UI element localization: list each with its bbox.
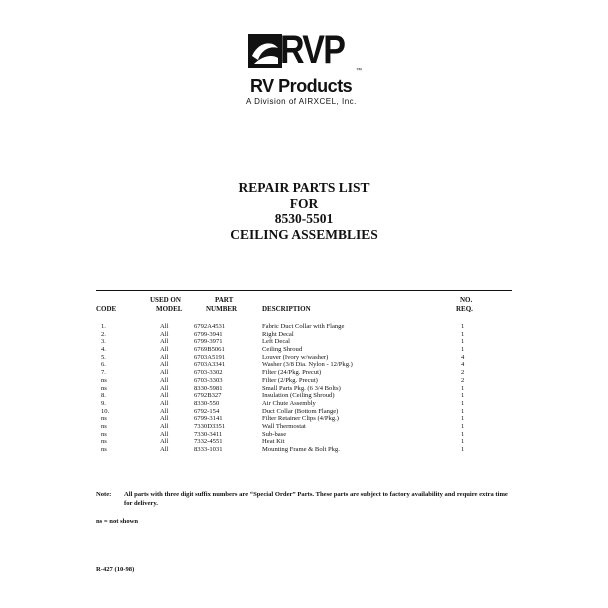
cell-qty: 2 [461,376,465,384]
cell-qty: 1 [461,399,465,407]
logo-swirl-icon [248,34,282,68]
table-row [0,354,608,362]
cell-code: 9. [101,399,106,407]
cell-code: ns [101,376,107,384]
cell-code: 6. [101,361,106,369]
cell-part: 6799-3971 [194,338,223,346]
note-text: All parts with three digit suffix numbers are “Special Order” Parts. These parts are subject to factory availability and require extra time for delivery. [124,491,508,507]
table-row [0,438,608,446]
cell-part: 6799-3941 [194,330,223,338]
cell-model: All [160,338,169,346]
table-row [0,415,608,423]
cell-description: Air Chute Assembly [262,399,316,407]
cell-description: Washer (3/8 Dia. Nylon - 12/Pkg.) [262,361,353,369]
cell-description: Filter (24/Pkg. Precut) [262,369,322,377]
header-qty-top: NO. [460,296,473,304]
cell-code: 1. [101,323,106,330]
cell-part: 6703A5191 [194,353,226,361]
cell-part: 6769B5061 [194,346,225,354]
cell-code: ns [101,422,107,430]
cell-description: Right Decal [262,330,294,338]
cell-qty: 1 [461,338,465,346]
table-row [0,408,608,416]
parts-table-body [0,323,608,454]
cell-part: 8333-1031 [194,446,223,453]
form-number: R-427 (10-98) [96,566,135,573]
cell-qty: 1 [461,415,465,423]
table-top-rule [96,290,512,291]
table-row [0,392,608,400]
cell-qty: 1 [461,323,465,330]
cell-description: Duct Collar (Bottom Flange) [262,407,339,415]
cell-description: Left Decal [262,338,291,346]
cell-qty: 1 [461,392,465,400]
cell-model: All [160,346,169,354]
cell-part: 7332-4551 [194,438,223,446]
cell-description: Sub-base [262,430,287,438]
table-row [0,338,608,346]
title-line-3: 8530-5501 [274,211,334,226]
header-part-bottom: NUMBER [206,305,238,313]
cell-model: All [160,399,169,407]
logo-mark-text: RVP [280,28,345,72]
table-row [0,446,608,454]
cell-code: ns [101,438,107,446]
table-row [0,331,608,339]
table-row [0,377,608,385]
cell-code: 3. [101,338,106,346]
cell-description: Wall Thermostat [262,422,306,430]
table-row [0,431,608,439]
ns-legend: ns = not shown [96,518,139,525]
table-row [0,346,608,354]
cell-description: Insulation (Ceiling Shroud) [262,392,335,400]
cell-part: 7330D3351 [194,422,226,430]
logo-subtitle: A Division of AIRXCEL, Inc. [246,97,357,106]
cell-model: All [160,446,169,453]
cell-part: 8330-550 [194,399,220,407]
cell-part: 6792A4531 [194,323,226,330]
header-model-top: USED ON [150,296,181,304]
table-row [0,323,608,331]
table-row [0,361,608,369]
header-part-top: PART [215,296,234,304]
table-row [0,423,608,431]
cell-model: All [160,392,169,400]
cell-qty: 1 [461,346,465,354]
logo-trademark: ™ [356,68,362,74]
cell-part: 6703-3303 [194,376,223,384]
cell-model: All [160,369,169,377]
cell-qty: 2 [461,369,465,377]
cell-description: Heat Kit [262,438,285,446]
cell-qty: 1 [461,407,465,415]
cell-code: 8. [101,392,106,400]
cell-description: Ceiling Shroud [262,346,303,354]
cell-code: 4. [101,346,106,354]
cell-code: ns [101,415,107,423]
cell-model: All [160,361,169,369]
cell-part: 6703-3302 [194,369,223,377]
cell-code: 7. [101,369,106,377]
note-label: Note: [96,491,112,498]
header-model-bottom: MODEL [156,305,183,313]
header-description: DESCRIPTION [262,305,311,313]
cell-model: All [160,353,169,361]
cell-code: 5. [101,353,106,361]
rv-products-logo [244,30,374,110]
cell-code: ns [101,446,107,453]
cell-qty: 1 [461,430,465,438]
cell-description: Louver (Ivory w/washer) [262,353,329,361]
cell-part: 7330-3411 [194,430,223,438]
cell-code: ns [101,384,107,392]
cell-model: All [160,438,169,446]
cell-description: Filter (2/Pkg. Precut) [262,376,318,384]
table-row [0,369,608,377]
cell-part: 6703A3341 [194,361,226,369]
header-qty-bottom: REQ. [456,305,473,313]
cell-model: All [160,422,169,430]
cell-part: 8330-5981 [194,384,223,392]
cell-part: 6792-154 [194,407,220,415]
cell-model: All [160,407,169,415]
cell-model: All [160,323,169,330]
cell-part: 6799-3141 [194,415,223,423]
table-row [0,400,608,408]
cell-qty: 1 [461,446,465,453]
cell-code: 2. [101,330,106,338]
cell-code: ns [101,430,107,438]
header-code: CODE [96,305,117,313]
table-row [0,385,608,393]
cell-model: All [160,384,169,392]
cell-description: Filter Retainer Clips (4/Pkg.) [262,415,339,423]
cell-description: Fabric Duct Collar with Flange [262,323,345,330]
cell-qty: 4 [461,361,465,369]
cell-qty: 1 [461,422,465,430]
cell-part: 6792B327 [194,392,222,400]
cell-description: Mounting Frame & Bolt Pkg. [262,446,340,453]
cell-code: 10. [101,407,110,415]
cell-model: All [160,376,169,384]
cell-qty: 1 [461,438,465,446]
title-line-4: CEILING ASSEMBLIES [230,226,378,242]
cell-qty: 1 [461,384,465,392]
cell-qty: 4 [461,353,465,361]
cell-model: All [160,430,169,438]
title-line-2: FOR [289,195,319,211]
logo-name: RV Products [250,76,353,96]
title-line-1: REPAIR PARTS LIST [238,180,370,195]
cell-model: All [160,330,169,338]
cell-description: Small Parts Pkg. (6 3/4 Bolts) [262,384,341,392]
cell-model: All [160,415,169,423]
cell-qty: 1 [461,330,465,338]
document-title [0,180,608,242]
